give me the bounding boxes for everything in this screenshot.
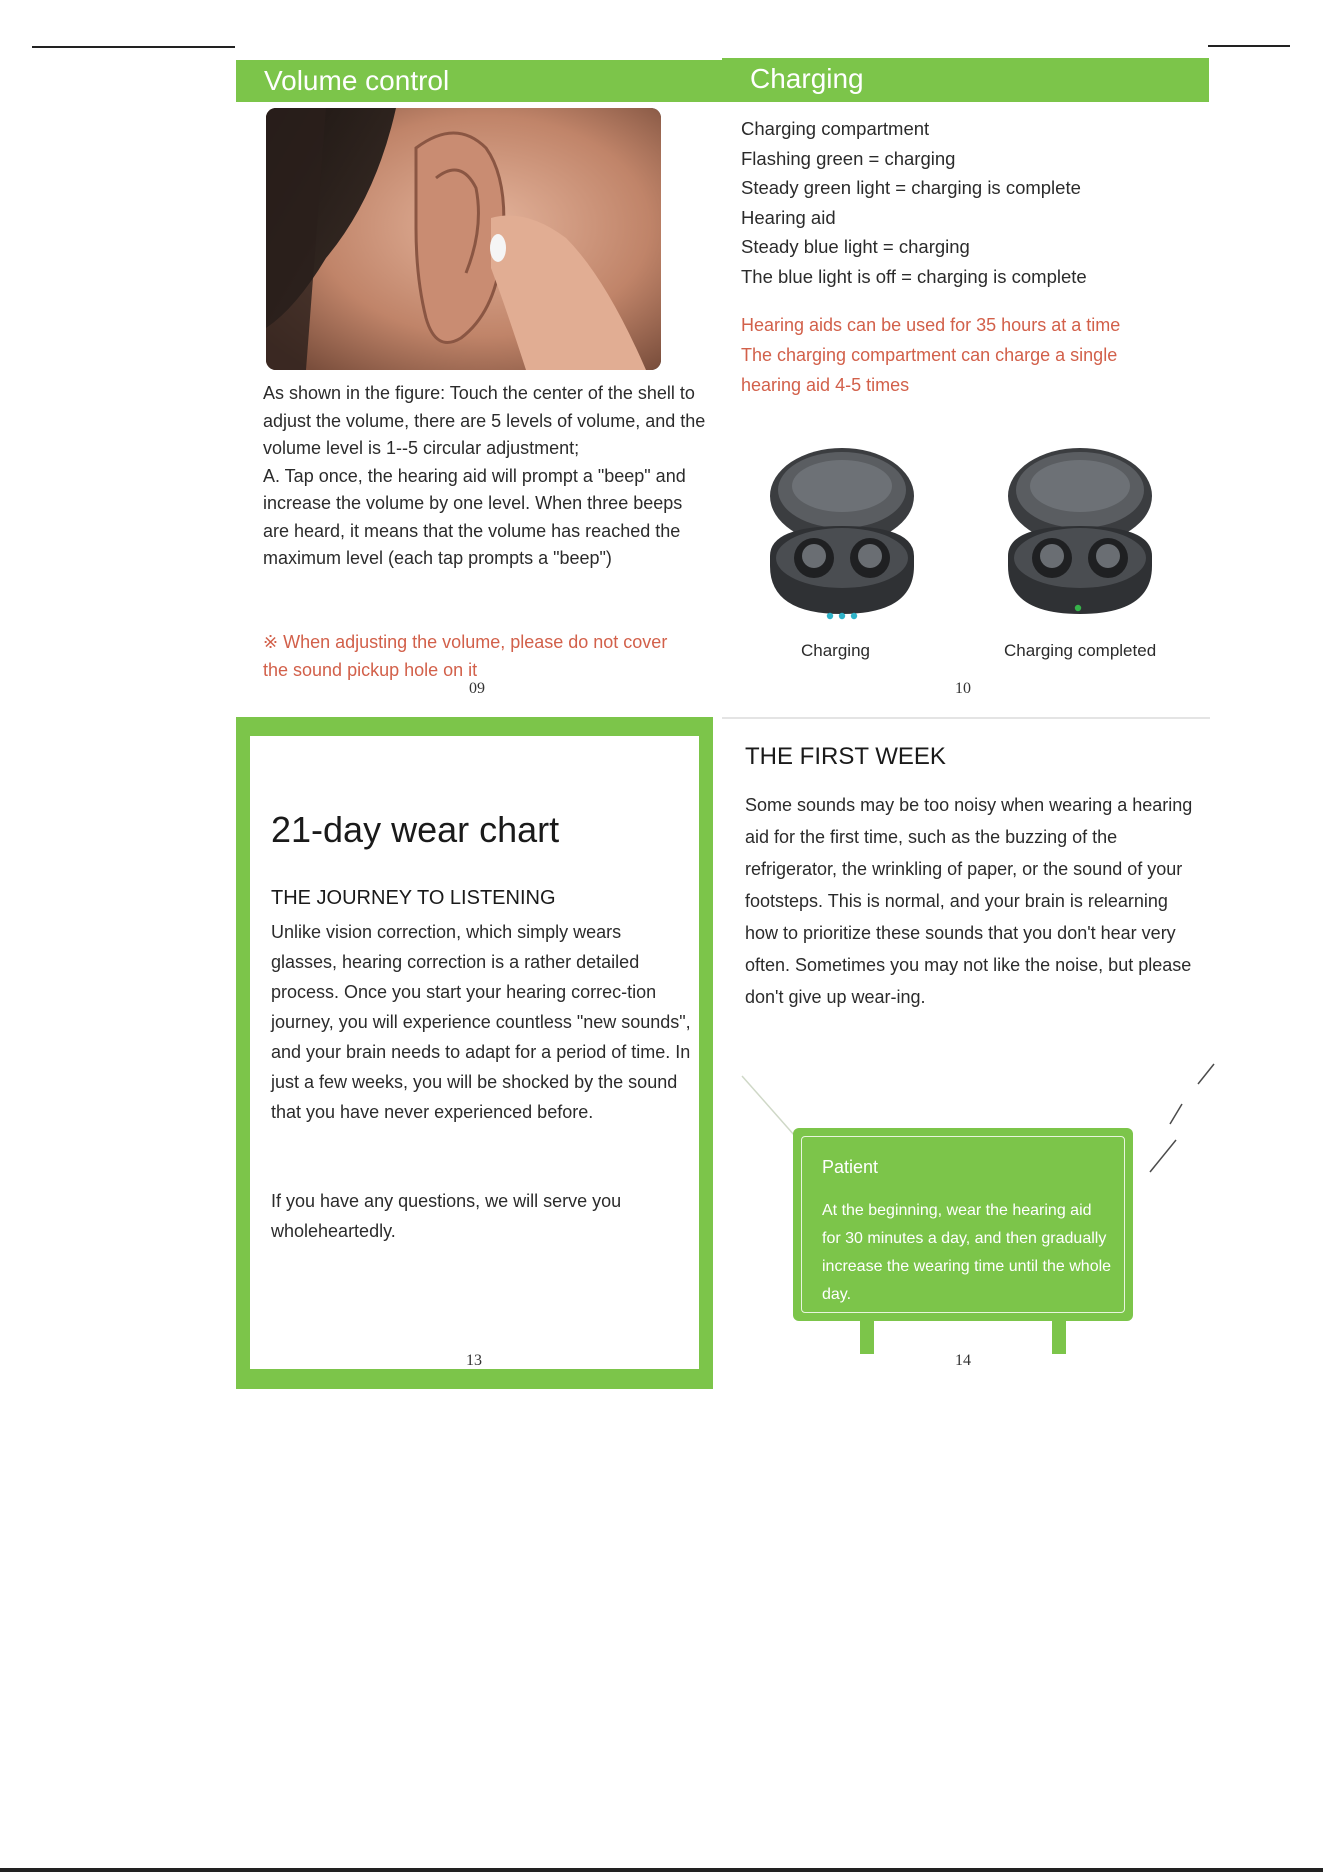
sign-post-left <box>860 1318 874 1354</box>
page-number-13: 13 <box>466 1352 482 1369</box>
charging-led <box>839 613 845 619</box>
scan-bottom-edge <box>0 1868 1323 1872</box>
wear-chart-paragraph: Unlike vision correction, which simply wears glasses, hearing correction is a rather detailed process. Once you start your hearing correc-tion journey, you will experience countless "new sounds", and your brain needs to adapt for a period of time. In just a few weeks, you will be shocked by the sound that you have never experienced before. <box>271 922 691 1122</box>
charging-heading: Charging <box>750 63 864 94</box>
volume-paragraph: As shown in the figure: Touch the center of the shell to adjust the volume, there are 5 levels of volume, and the volume level is 1--5 circular adjustment; <box>263 383 706 458</box>
volume-control-header <box>236 60 758 102</box>
scan-line-left <box>32 46 235 48</box>
patient-sign-text: At the beginning, wear the hearing aid for 30 minutes a day, and then gradually increase the wearing time until the whole day. <box>822 1202 1112 1303</box>
wear-chart-closing: If you have any questions, we will serve you wholeheartedly. <box>271 1191 622 1241</box>
volume-warning-text: ※ When adjusting the volume, please do not cover the sound pickup hole on it <box>263 632 668 680</box>
charging-line: Hearing aid <box>741 206 836 228</box>
first-week-title: THE FIRST WEEK <box>745 743 946 770</box>
charging-note: hearing aid 4-5 times <box>741 375 910 395</box>
charging-note: The charging compartment can charge a single <box>741 345 1118 365</box>
charging-line: Charging compartment <box>741 118 930 139</box>
charging-line: Flashing green = charging <box>741 147 956 169</box>
caption-charging-completed: Charging completed <box>1004 641 1157 660</box>
volume-paragraph-a: A. Tap once, the hearing aid will prompt a "beep" and increase the volume by one level. When three beeps are heard, it means that the volume has reached the maximum level (each tap prompts a "beep") <box>263 465 686 568</box>
charging-completed-case-image <box>1000 446 1160 631</box>
volume-instructions <box>263 380 708 573</box>
charging-note: Hearing aids can be used for 35 hours at a time <box>741 315 1121 335</box>
page-number-09: 09 <box>469 680 485 697</box>
charging-led <box>827 613 833 619</box>
volume-control-heading: Volume control <box>264 65 450 96</box>
patient-sign-title: Patient <box>822 1157 879 1177</box>
scan-line-right <box>1208 45 1290 47</box>
charging-line: Steady blue light = charging <box>741 236 970 257</box>
charging-line: The blue light is off = charging is complete <box>741 265 1087 287</box>
volume-warning <box>263 628 693 684</box>
caption-charging: Charging <box>801 641 870 660</box>
charging-notes <box>741 310 1201 400</box>
wear-chart-subtitle: THE JOURNEY TO LISTENING <box>271 887 556 909</box>
wear-chart-title: 21-day wear chart <box>271 809 560 850</box>
charging-line: Steady green light = charging is complete <box>741 177 1081 198</box>
sign-post-right <box>1052 1318 1066 1354</box>
charging-case-image <box>762 446 922 631</box>
patient-sign <box>793 1128 1133 1321</box>
charging-led <box>851 613 857 619</box>
wear-chart-inner <box>250 736 699 1369</box>
first-week-paragraph: Some sounds may be too noisy when wearing a hearing aid for the first time, such as the buzzing of the refrigerator, the wrinkling of paper, or the sound of your footsteps. This is normal, and your brain is relearning how to prioritize these sounds that you don't hear very often. Sometimes you may not like the noise, but please don't give up wear-ing. <box>745 795 1193 1007</box>
charging-header <box>722 58 1209 102</box>
complete-led <box>1075 605 1081 611</box>
charging-status-list <box>741 114 1201 291</box>
page-number-14: 14 <box>955 1352 971 1369</box>
ear-touch-photo <box>266 108 661 370</box>
wear-chart-card <box>236 717 713 1389</box>
page-number-10: 10 <box>955 680 971 697</box>
page-14-border <box>722 717 1210 719</box>
patient-sign-frame <box>801 1136 1125 1313</box>
